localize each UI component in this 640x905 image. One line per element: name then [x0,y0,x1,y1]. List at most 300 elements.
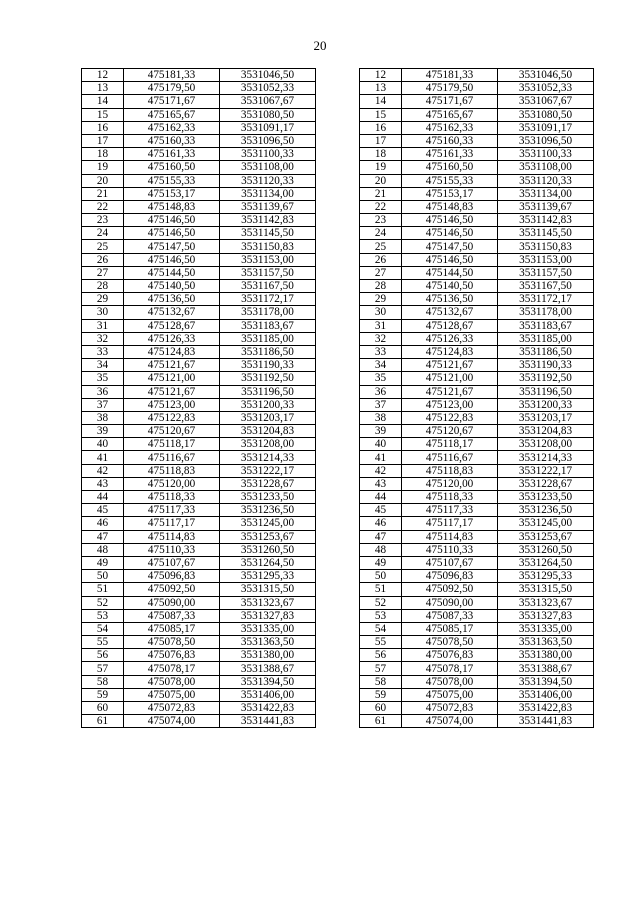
right-y-coordinate-cell: 3531315,50 [498,583,594,596]
right-y-coordinate-cell: 3531142,83 [498,214,594,227]
left-y-coordinate-cell: 3531380,00 [220,649,316,662]
table-row [82,622,594,635]
left-point-number-cell: 47 [82,530,124,543]
right-y-coordinate-cell: 3531052,33 [498,82,594,95]
left-x-coordinate-cell: 475085,17 [124,622,220,635]
right-point-number-cell: 20 [360,174,402,187]
column-gap [316,543,360,556]
right-y-coordinate-cell: 3531134,00 [498,187,594,200]
table-row [82,359,594,372]
left-point-number-cell: 26 [82,253,124,266]
left-point-number-cell: 57 [82,662,124,675]
right-x-coordinate-cell: 475120,00 [402,477,498,490]
right-x-coordinate-cell: 475148,83 [402,200,498,213]
right-x-coordinate-cell: 475075,00 [402,688,498,701]
left-x-coordinate-cell: 475121,00 [124,372,220,385]
table-row [82,214,594,227]
left-x-coordinate-cell: 475117,17 [124,517,220,530]
right-point-number-cell: 38 [360,411,402,424]
right-point-number-cell: 14 [360,95,402,108]
left-point-number-cell: 19 [82,161,124,174]
left-y-coordinate-cell: 3531192,50 [220,372,316,385]
right-point-number-cell: 16 [360,121,402,134]
column-gap [316,372,360,385]
left-x-coordinate-cell: 475126,33 [124,332,220,345]
right-point-number-cell: 37 [360,398,402,411]
left-point-number-cell: 41 [82,451,124,464]
right-y-coordinate-cell: 3531067,67 [498,95,594,108]
right-y-coordinate-cell: 3531327,83 [498,609,594,622]
column-gap [316,359,360,372]
column-gap [316,148,360,161]
right-x-coordinate-cell: 475140,50 [402,280,498,293]
right-x-coordinate-cell: 475116,67 [402,451,498,464]
right-point-number-cell: 45 [360,504,402,517]
left-x-coordinate-cell: 475120,00 [124,477,220,490]
right-point-number-cell: 36 [360,385,402,398]
column-gap [316,464,360,477]
right-point-number-cell: 61 [360,715,402,728]
left-x-coordinate-cell: 475096,83 [124,570,220,583]
left-x-coordinate-cell: 475092,50 [124,583,220,596]
left-point-number-cell: 48 [82,543,124,556]
left-y-coordinate-cell: 3531406,00 [220,688,316,701]
right-point-number-cell: 58 [360,675,402,688]
right-point-number-cell: 12 [360,69,402,82]
left-x-coordinate-cell: 475118,83 [124,464,220,477]
left-x-coordinate-cell: 475123,00 [124,398,220,411]
column-gap [316,504,360,517]
left-point-number-cell: 61 [82,715,124,728]
right-y-coordinate-cell: 3531335,00 [498,622,594,635]
left-x-coordinate-cell: 475114,83 [124,530,220,543]
left-y-coordinate-cell: 3531363,50 [220,636,316,649]
left-x-coordinate-cell: 475078,17 [124,662,220,675]
right-x-coordinate-cell: 475120,67 [402,425,498,438]
right-point-number-cell: 53 [360,609,402,622]
right-y-coordinate-cell: 3531236,50 [498,504,594,517]
column-gap [316,319,360,332]
right-point-number-cell: 55 [360,636,402,649]
right-x-coordinate-cell: 475121,00 [402,372,498,385]
column-gap [316,596,360,609]
right-y-coordinate-cell: 3531245,00 [498,517,594,530]
right-y-coordinate-cell: 3531196,50 [498,385,594,398]
right-y-coordinate-cell: 3531228,67 [498,477,594,490]
table-row [82,543,594,556]
right-x-coordinate-cell: 475117,33 [402,504,498,517]
table-row [82,477,594,490]
right-y-coordinate-cell: 3531178,00 [498,306,594,319]
left-y-coordinate-cell: 3531204,83 [220,425,316,438]
left-point-number-cell: 14 [82,95,124,108]
left-y-coordinate-cell: 3531185,00 [220,332,316,345]
left-point-number-cell: 40 [82,438,124,451]
column-gap [316,82,360,95]
right-point-number-cell: 49 [360,556,402,569]
left-y-coordinate-cell: 3531052,33 [220,82,316,95]
column-gap [316,517,360,530]
table-row [82,715,594,728]
table-row [82,253,594,266]
right-x-coordinate-cell: 475092,50 [402,583,498,596]
left-point-number-cell: 56 [82,649,124,662]
left-point-number-cell: 31 [82,319,124,332]
right-point-number-cell: 29 [360,293,402,306]
left-y-coordinate-cell: 3531157,50 [220,266,316,279]
left-y-coordinate-cell: 3531183,67 [220,319,316,332]
left-y-coordinate-cell: 3531394,50 [220,675,316,688]
left-x-coordinate-cell: 475147,50 [124,240,220,253]
table-row [82,161,594,174]
table-row [82,596,594,609]
left-point-number-cell: 29 [82,293,124,306]
right-point-number-cell: 56 [360,649,402,662]
right-x-coordinate-cell: 475155,33 [402,174,498,187]
left-x-coordinate-cell: 475118,33 [124,491,220,504]
left-y-coordinate-cell: 3531208,00 [220,438,316,451]
right-y-coordinate-cell: 3531214,33 [498,451,594,464]
right-x-coordinate-cell: 475076,83 [402,649,498,662]
right-point-number-cell: 43 [360,477,402,490]
left-x-coordinate-cell: 475090,00 [124,596,220,609]
table-row [82,530,594,543]
left-point-number-cell: 25 [82,240,124,253]
column-gap [316,161,360,174]
column-gap [316,187,360,200]
right-x-coordinate-cell: 475161,33 [402,148,498,161]
right-y-coordinate-cell: 3531394,50 [498,675,594,688]
left-y-coordinate-cell: 3531134,00 [220,187,316,200]
right-y-coordinate-cell: 3531192,50 [498,372,594,385]
left-x-coordinate-cell: 475121,67 [124,385,220,398]
table-row [82,636,594,649]
left-x-coordinate-cell: 475128,67 [124,319,220,332]
column-gap [316,293,360,306]
right-y-coordinate-cell: 3531167,50 [498,280,594,293]
right-x-coordinate-cell: 475126,33 [402,332,498,345]
left-y-coordinate-cell: 3531172,17 [220,293,316,306]
column-gap [316,108,360,121]
column-gap [316,200,360,213]
right-point-number-cell: 24 [360,227,402,240]
column-gap [316,583,360,596]
left-y-coordinate-cell: 3531253,67 [220,530,316,543]
right-x-coordinate-cell: 475090,00 [402,596,498,609]
right-x-coordinate-cell: 475118,83 [402,464,498,477]
right-x-coordinate-cell: 475118,33 [402,491,498,504]
right-y-coordinate-cell: 3531145,50 [498,227,594,240]
left-x-coordinate-cell: 475161,33 [124,148,220,161]
right-point-number-cell: 23 [360,214,402,227]
left-point-number-cell: 52 [82,596,124,609]
left-y-coordinate-cell: 3531236,50 [220,504,316,517]
left-y-coordinate-cell: 3531100,33 [220,148,316,161]
column-gap [316,398,360,411]
left-point-number-cell: 58 [82,675,124,688]
right-point-number-cell: 54 [360,622,402,635]
left-y-coordinate-cell: 3531139,67 [220,200,316,213]
left-point-number-cell: 35 [82,372,124,385]
table-row [82,95,594,108]
left-y-coordinate-cell: 3531178,00 [220,306,316,319]
left-point-number-cell: 17 [82,134,124,147]
right-y-coordinate-cell: 3531200,33 [498,398,594,411]
table-row [82,556,594,569]
left-x-coordinate-cell: 475124,83 [124,345,220,358]
right-point-number-cell: 18 [360,148,402,161]
right-x-coordinate-cell: 475096,83 [402,570,498,583]
right-x-coordinate-cell: 475087,33 [402,609,498,622]
left-y-coordinate-cell: 3531315,50 [220,583,316,596]
right-point-number-cell: 28 [360,280,402,293]
table-row [82,688,594,701]
left-y-coordinate-cell: 3531190,33 [220,359,316,372]
table-row [82,187,594,200]
table-row [82,491,594,504]
left-y-coordinate-cell: 3531388,67 [220,662,316,675]
left-y-coordinate-cell: 3531441,83 [220,715,316,728]
right-x-coordinate-cell: 475078,17 [402,662,498,675]
left-y-coordinate-cell: 3531046,50 [220,69,316,82]
left-point-number-cell: 32 [82,332,124,345]
left-point-number-cell: 59 [82,688,124,701]
right-x-coordinate-cell: 475121,67 [402,385,498,398]
right-y-coordinate-cell: 3531186,50 [498,345,594,358]
right-y-coordinate-cell: 3531108,00 [498,161,594,174]
table-row [82,385,594,398]
left-x-coordinate-cell: 475155,33 [124,174,220,187]
table-row [82,240,594,253]
table-row [82,649,594,662]
left-point-number-cell: 37 [82,398,124,411]
right-y-coordinate-cell: 3531157,50 [498,266,594,279]
left-x-coordinate-cell: 475087,33 [124,609,220,622]
right-y-coordinate-cell: 3531080,50 [498,108,594,121]
left-point-number-cell: 53 [82,609,124,622]
right-y-coordinate-cell: 3531120,33 [498,174,594,187]
right-y-coordinate-cell: 3531253,67 [498,530,594,543]
left-y-coordinate-cell: 3531167,50 [220,280,316,293]
right-point-number-cell: 48 [360,543,402,556]
left-x-coordinate-cell: 475117,33 [124,504,220,517]
right-x-coordinate-cell: 475114,83 [402,530,498,543]
right-point-number-cell: 34 [360,359,402,372]
table-row [82,425,594,438]
left-x-coordinate-cell: 475140,50 [124,280,220,293]
table-row [82,702,594,715]
table-row [82,398,594,411]
table-row [82,200,594,213]
table-row [82,293,594,306]
table-row [82,464,594,477]
right-y-coordinate-cell: 3531222,17 [498,464,594,477]
table-row [82,69,594,82]
table-row [82,332,594,345]
left-point-number-cell: 28 [82,280,124,293]
left-x-coordinate-cell: 475075,00 [124,688,220,701]
column-gap [316,451,360,464]
right-x-coordinate-cell: 475118,17 [402,438,498,451]
right-x-coordinate-cell: 475153,17 [402,187,498,200]
right-x-coordinate-cell: 475123,00 [402,398,498,411]
left-point-number-cell: 24 [82,227,124,240]
table-row [82,570,594,583]
table-row [82,266,594,279]
right-y-coordinate-cell: 3531233,50 [498,491,594,504]
left-x-coordinate-cell: 475122,83 [124,411,220,424]
right-y-coordinate-cell: 3531323,67 [498,596,594,609]
column-gap [316,622,360,635]
left-y-coordinate-cell: 3531264,50 [220,556,316,569]
left-x-coordinate-cell: 475076,83 [124,649,220,662]
right-point-number-cell: 31 [360,319,402,332]
left-y-coordinate-cell: 3531245,00 [220,517,316,530]
column-gap [316,332,360,345]
table-row [82,517,594,530]
left-point-number-cell: 34 [82,359,124,372]
left-point-number-cell: 55 [82,636,124,649]
table-row [82,174,594,187]
right-x-coordinate-cell: 475072,83 [402,702,498,715]
left-y-coordinate-cell: 3531228,67 [220,477,316,490]
column-gap [316,306,360,319]
right-point-number-cell: 44 [360,491,402,504]
right-point-number-cell: 21 [360,187,402,200]
right-x-coordinate-cell: 475146,50 [402,253,498,266]
right-y-coordinate-cell: 3531153,00 [498,253,594,266]
table-row [82,451,594,464]
column-gap [316,411,360,424]
right-point-number-cell: 26 [360,253,402,266]
left-point-number-cell: 38 [82,411,124,424]
right-point-number-cell: 59 [360,688,402,701]
left-point-number-cell: 43 [82,477,124,490]
left-x-coordinate-cell: 475132,67 [124,306,220,319]
left-x-coordinate-cell: 475136,50 [124,293,220,306]
right-point-number-cell: 52 [360,596,402,609]
right-x-coordinate-cell: 475085,17 [402,622,498,635]
column-gap [316,214,360,227]
right-point-number-cell: 30 [360,306,402,319]
left-point-number-cell: 44 [82,491,124,504]
left-y-coordinate-cell: 3531327,83 [220,609,316,622]
left-x-coordinate-cell: 475146,50 [124,227,220,240]
left-point-number-cell: 60 [82,702,124,715]
left-point-number-cell: 18 [82,148,124,161]
column-gap [316,385,360,398]
left-y-coordinate-cell: 3531150,83 [220,240,316,253]
right-x-coordinate-cell: 475117,17 [402,517,498,530]
left-x-coordinate-cell: 475165,67 [124,108,220,121]
left-y-coordinate-cell: 3531222,17 [220,464,316,477]
right-point-number-cell: 32 [360,332,402,345]
left-x-coordinate-cell: 475107,67 [124,556,220,569]
coordinates-table [81,68,594,728]
right-x-coordinate-cell: 475146,50 [402,214,498,227]
right-y-coordinate-cell: 3531441,83 [498,715,594,728]
left-y-coordinate-cell: 3531260,50 [220,543,316,556]
column-gap [316,95,360,108]
right-y-coordinate-cell: 3531185,00 [498,332,594,345]
column-gap [316,280,360,293]
left-y-coordinate-cell: 3531186,50 [220,345,316,358]
right-point-number-cell: 39 [360,425,402,438]
column-gap [316,491,360,504]
left-y-coordinate-cell: 3531335,00 [220,622,316,635]
column-gap [316,425,360,438]
right-point-number-cell: 51 [360,583,402,596]
right-y-coordinate-cell: 3531406,00 [498,688,594,701]
table-row [82,675,594,688]
left-y-coordinate-cell: 3531142,83 [220,214,316,227]
column-gap [316,715,360,728]
right-x-coordinate-cell: 475121,67 [402,359,498,372]
right-x-coordinate-cell: 475160,33 [402,134,498,147]
right-point-number-cell: 50 [360,570,402,583]
column-gap [316,134,360,147]
right-y-coordinate-cell: 3531096,50 [498,134,594,147]
column-gap [316,477,360,490]
right-y-coordinate-cell: 3531203,17 [498,411,594,424]
left-x-coordinate-cell: 475074,00 [124,715,220,728]
left-x-coordinate-cell: 475153,17 [124,187,220,200]
right-point-number-cell: 41 [360,451,402,464]
table-row [82,121,594,134]
table-row [82,108,594,121]
right-y-coordinate-cell: 3531264,50 [498,556,594,569]
right-x-coordinate-cell: 475122,83 [402,411,498,424]
left-x-coordinate-cell: 475121,67 [124,359,220,372]
left-x-coordinate-cell: 475181,33 [124,69,220,82]
table-row [82,609,594,622]
right-x-coordinate-cell: 475110,33 [402,543,498,556]
left-y-coordinate-cell: 3531067,67 [220,95,316,108]
left-y-coordinate-cell: 3531108,00 [220,161,316,174]
right-y-coordinate-cell: 3531100,33 [498,148,594,161]
left-point-number-cell: 50 [82,570,124,583]
column-gap [316,649,360,662]
left-y-coordinate-cell: 3531196,50 [220,385,316,398]
column-gap [316,556,360,569]
right-point-number-cell: 22 [360,200,402,213]
table-row [82,583,594,596]
left-y-coordinate-cell: 3531091,17 [220,121,316,134]
left-point-number-cell: 23 [82,214,124,227]
left-point-number-cell: 21 [82,187,124,200]
right-x-coordinate-cell: 475146,50 [402,227,498,240]
table-row [82,280,594,293]
right-point-number-cell: 47 [360,530,402,543]
left-point-number-cell: 30 [82,306,124,319]
left-point-number-cell: 16 [82,121,124,134]
right-x-coordinate-cell: 475144,50 [402,266,498,279]
table-row [82,134,594,147]
right-point-number-cell: 40 [360,438,402,451]
left-x-coordinate-cell: 475160,50 [124,161,220,174]
left-x-coordinate-cell: 475120,67 [124,425,220,438]
right-y-coordinate-cell: 3531190,33 [498,359,594,372]
left-y-coordinate-cell: 3531323,67 [220,596,316,609]
right-x-coordinate-cell: 475078,00 [402,675,498,688]
table-row [82,227,594,240]
column-gap [316,609,360,622]
right-x-coordinate-cell: 475107,67 [402,556,498,569]
right-y-coordinate-cell: 3531208,00 [498,438,594,451]
right-x-coordinate-cell: 475078,50 [402,636,498,649]
left-x-coordinate-cell: 475144,50 [124,266,220,279]
right-y-coordinate-cell: 3531380,00 [498,649,594,662]
